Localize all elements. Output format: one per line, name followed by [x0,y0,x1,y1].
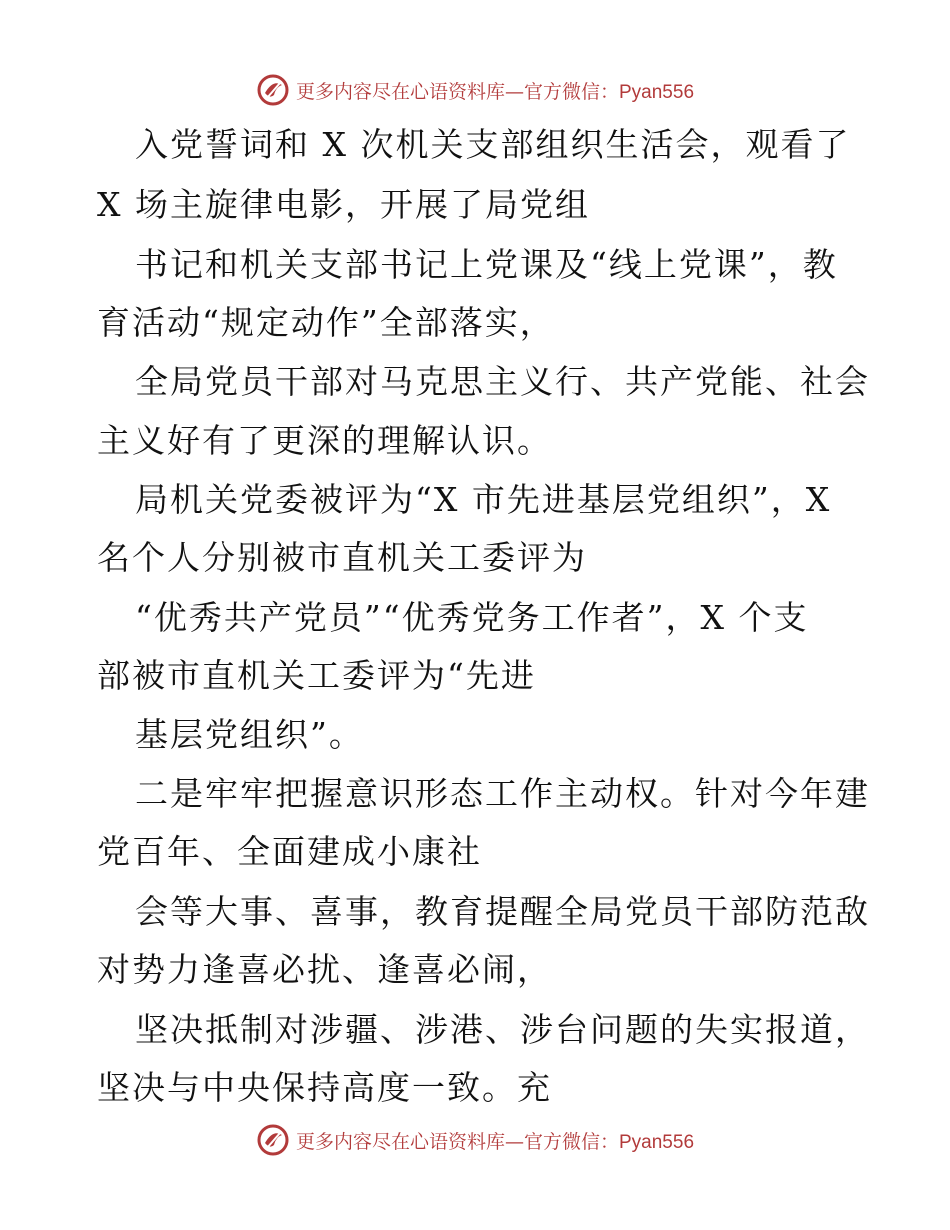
wechat-id: Pyan556 [619,1131,695,1153]
brand-logo-icon [256,1123,290,1157]
text-line: 坚决抵制对涉疆、涉港、涉台问题的失实报道， [135,1010,870,1049]
watermark-text [296,1127,694,1154]
text-line: 党百年、全面建成小康社 [97,832,482,871]
text-line: X 场主旋律电影，开展了局党组 [97,185,590,224]
text-line: 对势力逢喜必扰、逢喜必闹， [97,950,552,989]
text-line: 名个人分别被市直机关工委评为 [97,538,587,577]
text-line: 二是牢牢把握意识形态工作主动权。针对今年建 [135,774,870,813]
text-line: 入党誓词和 X 次机关支部组织生活会，观看了 [135,125,851,164]
wechat-id: Pyan556 [619,81,695,103]
text-line: 基层党组织”。 [135,715,364,754]
watermark-label: 更多内容尽在心语资料库—官方微信： [295,80,619,103]
footer-watermark [0,1120,950,1160]
text-line: 会等大事、喜事，教育提醒全局党员干部防范敌 [135,892,870,931]
watermark-label: 更多内容尽在心语资料库—官方微信： [295,1130,619,1153]
text-line: 坚决与中央保持高度一致。充 [97,1068,552,1107]
text-line: 全局党员干部对马克思主义行、共产党能、社会 [135,362,870,401]
text-line: 局机关党委被评为“X 市先进基层党组织”，X [135,480,832,519]
text-line: 主义好有了更深的理解认识。 [97,421,552,460]
text-line: “优秀共产党员”“优秀党务工作者”，X 个支 [135,598,809,637]
text-line: 部被市直机关工委评为“先进 [97,656,536,695]
text-line: 书记和机关支部书记上党课及“线上党课”，教 [135,245,838,284]
text-line: 育活动“规定动作”全部落实， [97,303,555,342]
